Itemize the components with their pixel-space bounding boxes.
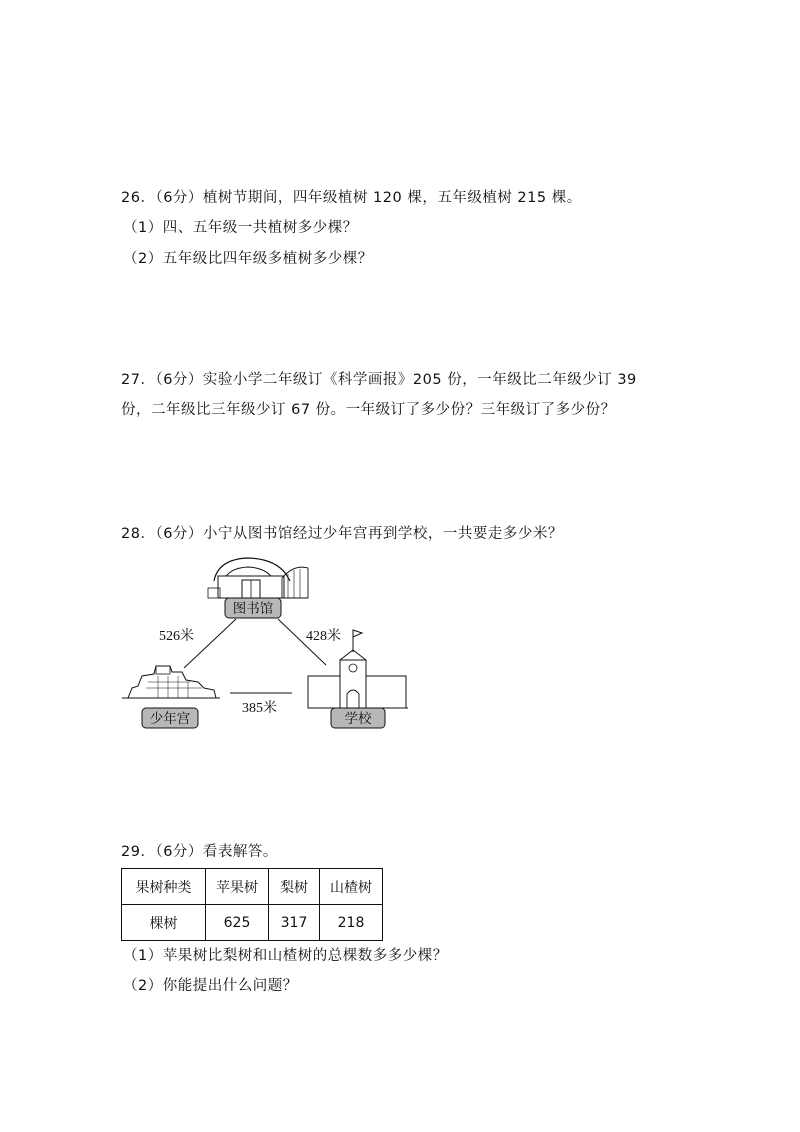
youth-palace-label-text: 少年宫 xyxy=(149,711,191,727)
table-cell: 317 xyxy=(269,905,320,941)
q29-part-1: （1）苹果树比梨树和山楂树的总棵数多多少棵？ xyxy=(123,948,448,964)
library-label-text: 图书馆 xyxy=(232,601,274,617)
q27-line-1: 27．（6分）实验小学二年级订《科学画报》205 份，一年级比二年级少订 39 xyxy=(121,372,637,388)
q26-stem: 26．（6分）植树节期间，四年级植树 120 棵，五年级植树 215 棵。 xyxy=(121,190,582,206)
q27-line-2: 份，二年级比三年级少订 67 份。一年级订了多少份？三年级订了多少份？ xyxy=(121,402,616,418)
youth-palace-building-icon xyxy=(122,666,220,698)
table-cell: 棵树 xyxy=(122,905,206,941)
q26-part-1: （1）四、五年级一共植树多少棵？ xyxy=(123,220,358,236)
table-row xyxy=(122,869,383,905)
school-label-text: 学校 xyxy=(344,711,372,727)
distance-library-school: 428米 xyxy=(306,629,341,644)
table-header-cell: 果树种类 xyxy=(122,869,206,905)
q26-part-2: （2）五年级比四年级多植树多少棵？ xyxy=(123,251,373,267)
table-cell: 218 xyxy=(320,905,383,941)
distance-palace-school: 385米 xyxy=(242,701,277,716)
library-label xyxy=(225,598,281,618)
route-diagram xyxy=(118,548,418,738)
table-header-cell: 苹果树 xyxy=(206,869,269,905)
q28-stem: 28．（6分）小宁从图书馆经过少年宫再到学校，一共要走多少米？ xyxy=(121,526,563,542)
library-building-icon xyxy=(208,558,308,598)
youth-palace-label xyxy=(142,708,198,728)
fruit-tree-table xyxy=(121,868,383,941)
table-header-cell: 梨树 xyxy=(269,869,320,905)
table-cell: 625 xyxy=(206,905,269,941)
school-label xyxy=(331,708,385,728)
q29-stem: 29．（6分）看表解答。 xyxy=(121,844,278,860)
distance-library-palace: 526米 xyxy=(159,629,194,644)
q29-part-2: （2）你能提出什么问题？ xyxy=(123,978,298,994)
table-header-cell: 山楂树 xyxy=(320,869,383,905)
table-row xyxy=(122,905,383,941)
